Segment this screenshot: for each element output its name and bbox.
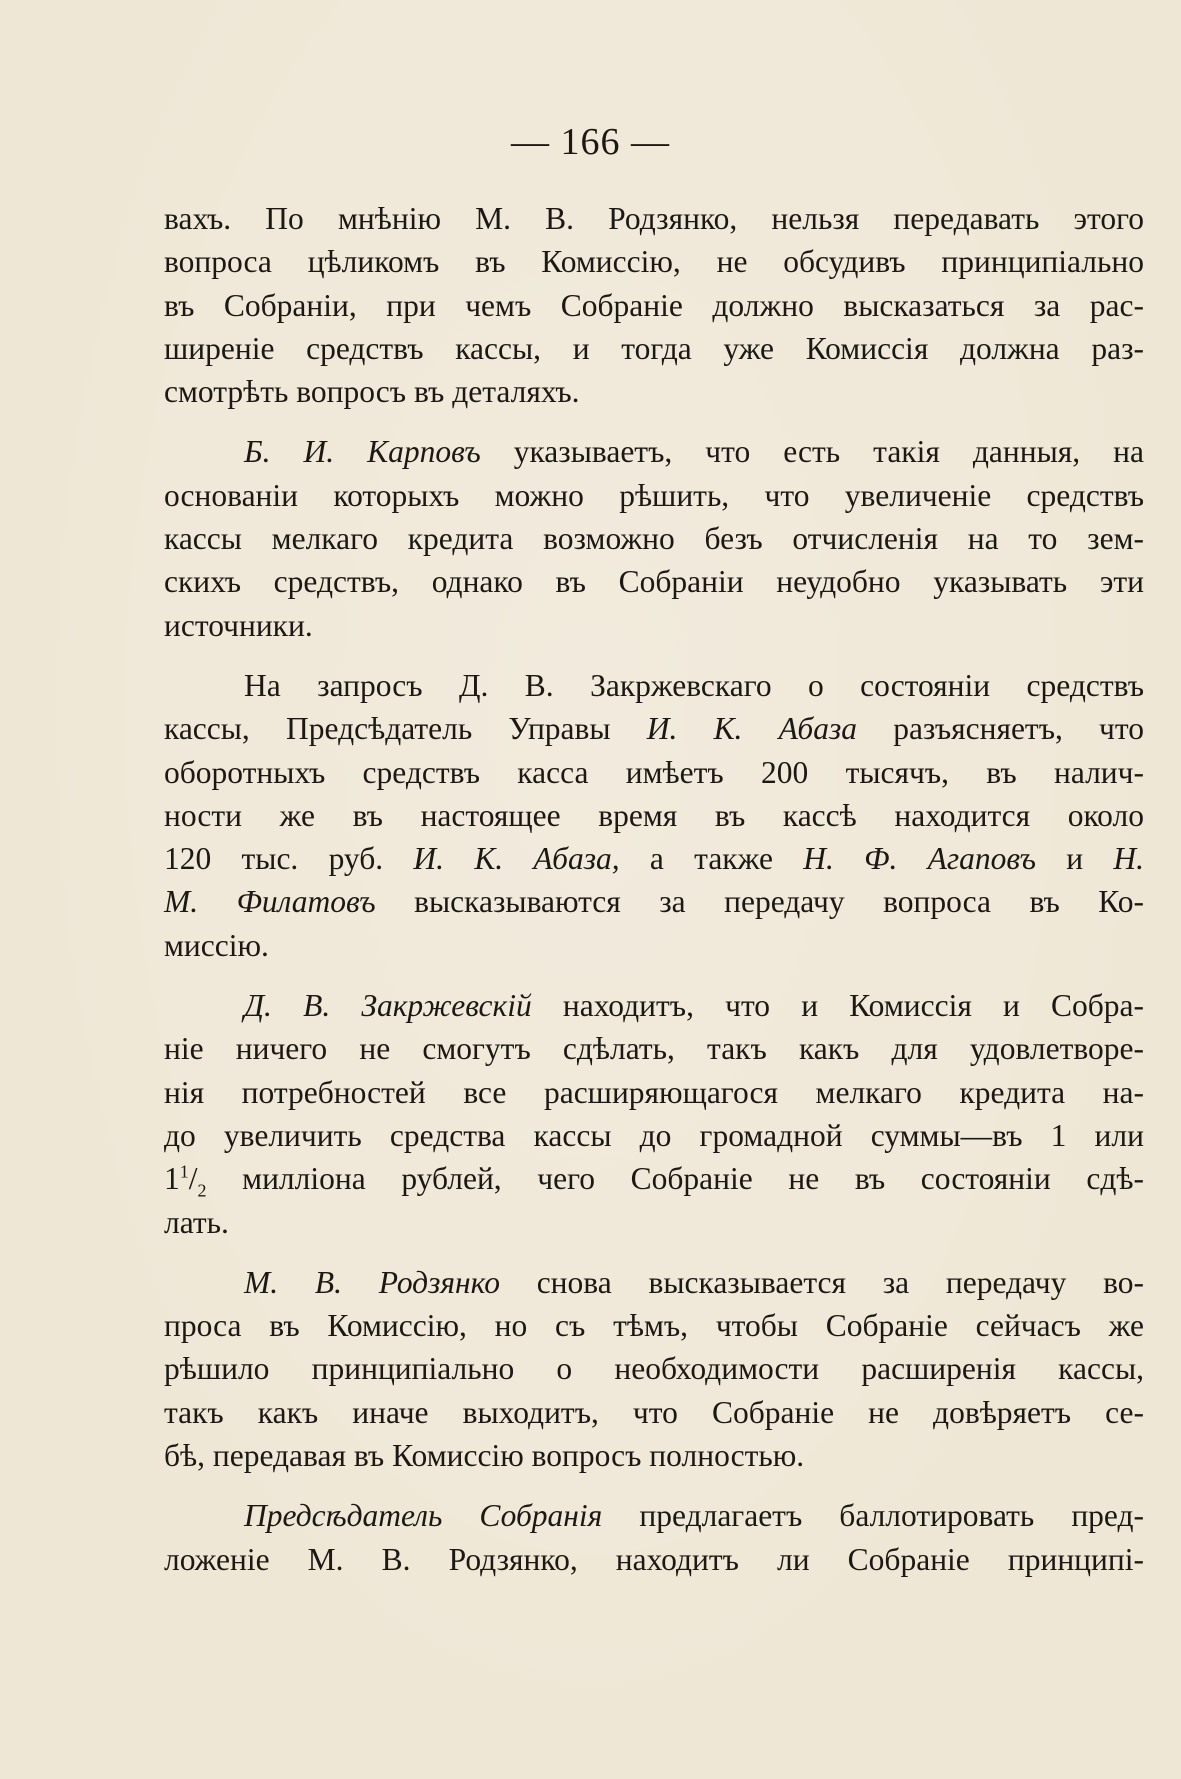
text-line [164, 604, 1144, 647]
text-line [164, 984, 1144, 1027]
text-run: проса въ Комиссію, но съ тѣмъ, чтобы Собраніе сейчасъ же [164, 1308, 1144, 1344]
text-line [164, 327, 1144, 370]
text-line [164, 284, 1144, 327]
text-run: миссію. [164, 927, 269, 963]
text-line [164, 1201, 1144, 1244]
paragraph [164, 1494, 1144, 1581]
text-line [164, 1434, 1144, 1477]
text-run: кассы, Предсѣдатель Управы [164, 711, 647, 747]
italic-name: М. Филатовъ [164, 884, 376, 920]
text-line [164, 1304, 1144, 1347]
text-run: разъясняетъ, что [857, 711, 1144, 747]
text-run: 1 [164, 1161, 180, 1197]
paragraph [164, 197, 1144, 413]
paragraph [164, 1261, 1144, 1477]
text-line [164, 1494, 1144, 1537]
italic-name: И. К. Абаза [646, 711, 857, 747]
italic-name: И. К. Абаза, [413, 841, 620, 877]
text-line [164, 1071, 1144, 1114]
italic-name: М. В. Родзянко [244, 1264, 500, 1300]
text-run: 2 [197, 1180, 207, 1201]
text-run: На запросъ Д. В. Закржевскаго о состояніи средствъ [244, 667, 1144, 703]
text-line [164, 1157, 1144, 1200]
text-run: вопроса цѣликомъ въ Комиссію, не обсудивъ принципіально [164, 244, 1144, 280]
text-run: нія потребностей все расширяющагося мелкаго кредита на- [164, 1074, 1144, 1110]
text-line [164, 1347, 1144, 1390]
text-run: въ Собраніи, при чемъ Собраніе должно высказаться за рас- [164, 287, 1144, 323]
page-number: — 166 — [511, 121, 670, 163]
text-line [164, 370, 1144, 413]
text-line [164, 1027, 1144, 1070]
text-line [164, 794, 1144, 837]
text-run: кассы мелкаго кредита возможно безъ отчисленія на то зем- [164, 521, 1144, 557]
text-line [164, 197, 1144, 240]
text-run: 1 [179, 1161, 189, 1182]
body-text [164, 197, 1144, 1581]
text-run: рѣшило принципіально о необходимости расширенія кассы, [164, 1351, 1144, 1387]
text-run: смотрѣть вопросъ въ деталяхъ. [164, 374, 580, 410]
text-run: 120 тыс. руб. [164, 841, 414, 877]
text-line [164, 1114, 1144, 1157]
text-run: ложеніе М. В. Родзянко, находитъ ли Собраніе принципі- [164, 1541, 1144, 1577]
text-run: до увеличить средства кассы до громадной суммы—въ 1 или [164, 1117, 1144, 1153]
text-run: источники. [164, 607, 313, 643]
paragraph [164, 430, 1144, 646]
text-line [164, 560, 1144, 603]
paragraph [164, 664, 1144, 967]
text-run: бѣ, передавая въ Комиссію вопросъ полностью. [164, 1438, 805, 1474]
text-run: высказываются за передачу вопроса въ Ко- [375, 884, 1144, 920]
text-run: милліона рублей, чего Собраніе не въ состояніи сдѣ- [206, 1161, 1144, 1197]
text-run: предлагаетъ баллотировать пред- [602, 1498, 1145, 1534]
italic-name: Н. [1113, 841, 1145, 877]
text-run: оборотныхъ средствъ касса имѣетъ 200 тысячъ, въ налич- [164, 754, 1144, 790]
text-line [164, 664, 1144, 707]
text-run: скихъ средствъ, однако въ Собраніи неудобно указывать эти [164, 564, 1144, 600]
text-line [164, 474, 1144, 517]
text-line [164, 430, 1144, 473]
text-line [164, 837, 1144, 880]
text-run: ніе ничего не смогутъ сдѣлать, такъ какъ для удовлетворе- [164, 1031, 1144, 1067]
text-line [164, 517, 1144, 560]
text-run: находитъ, что и Комиссія и Собра- [531, 988, 1145, 1024]
text-line [164, 880, 1144, 923]
text-run: ности же въ настоящее время въ кассѣ находится около [164, 797, 1144, 833]
text-run: а также [619, 841, 804, 877]
text-line [164, 707, 1144, 750]
text-run: ширеніе средствъ кассы, и тогда уже Комиссія должна раз- [164, 330, 1144, 366]
text-run: лать. [164, 1204, 229, 1240]
italic-name: Предсѣдатель Собранія [244, 1498, 603, 1534]
text-line [164, 924, 1144, 967]
paragraph [164, 984, 1144, 1244]
italic-name: Д. В. Закржевскій [244, 988, 532, 1024]
text-line [164, 1261, 1144, 1304]
text-run: снова высказывается за передачу во- [499, 1264, 1144, 1300]
italic-name: Н. Ф. Агаповъ [803, 841, 1036, 877]
text-run: основаніи которыхъ можно рѣшить, что увеличеніе средствъ [164, 477, 1144, 513]
text-run: / [188, 1161, 198, 1197]
text-line [164, 240, 1144, 283]
text-run: указываетъ, что есть такія данныя, на [480, 434, 1145, 470]
text-run: вахъ. По мнѣнію М. В. Родзянко, нельзя передавать этого [164, 201, 1144, 236]
text-line [164, 1538, 1144, 1581]
italic-name: Б. И. Карповъ [244, 434, 481, 470]
text-line [164, 751, 1144, 794]
text-run: такъ какъ иначе выходитъ, что Собраніе не довѣряетъ се- [164, 1394, 1144, 1430]
text-run: и [1035, 841, 1114, 877]
text-line [164, 1391, 1144, 1434]
